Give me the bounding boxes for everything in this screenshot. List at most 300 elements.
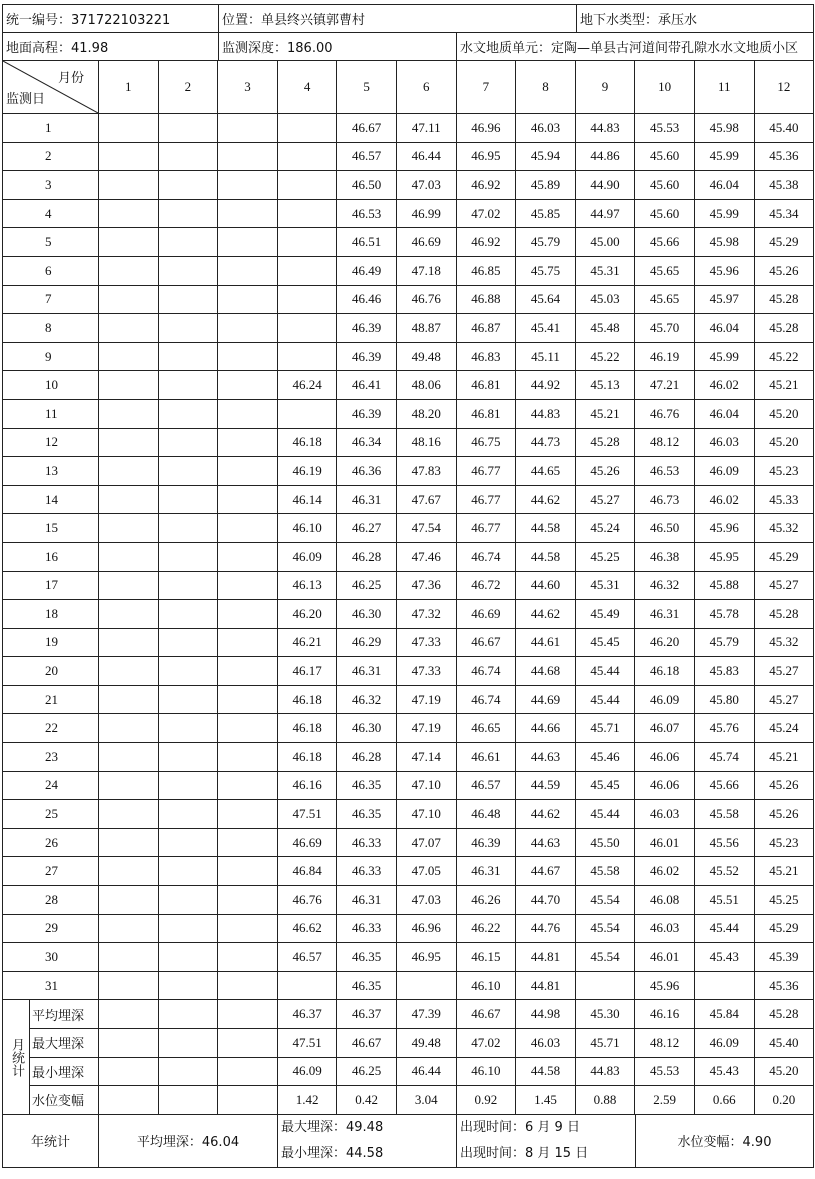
annual-max-time: 出现时间：6 月 9 日 xyxy=(460,1119,580,1135)
value-cell xyxy=(277,314,337,343)
value-cell: 46.48 xyxy=(456,800,516,829)
value-cell xyxy=(158,914,218,943)
value-cell xyxy=(218,285,278,314)
stats-value: 46.09 xyxy=(277,1057,337,1086)
value-cell: 45.75 xyxy=(516,256,576,285)
day-cell: 5 xyxy=(3,228,99,257)
table-row xyxy=(3,542,814,571)
value-cell: 49.48 xyxy=(396,342,456,371)
stats-value xyxy=(158,1057,218,1086)
value-cell: 45.66 xyxy=(694,771,754,800)
value-cell: 46.18 xyxy=(277,685,337,714)
value-cell: 47.33 xyxy=(396,628,456,657)
stats-value: 1.42 xyxy=(277,1086,337,1115)
value-cell: 46.07 xyxy=(635,714,695,743)
value-cell xyxy=(99,142,159,171)
value-cell: 46.38 xyxy=(635,542,695,571)
value-cell: 46.49 xyxy=(337,256,397,285)
value-cell: 46.35 xyxy=(337,771,397,800)
table-row xyxy=(3,256,814,285)
value-cell: 46.92 xyxy=(456,171,516,200)
stats-row xyxy=(3,1029,814,1058)
month-header: 9 xyxy=(575,61,635,114)
stats-label: 最小埋深 xyxy=(30,1057,99,1086)
value-cell xyxy=(277,285,337,314)
day-cell: 17 xyxy=(3,571,99,600)
value-cell: 44.81 xyxy=(516,971,576,1000)
value-cell: 44.58 xyxy=(516,542,576,571)
value-cell: 45.41 xyxy=(516,314,576,343)
value-cell: 47.10 xyxy=(396,771,456,800)
value-cell xyxy=(218,256,278,285)
stats-label: 平均埋深 xyxy=(30,1000,99,1029)
value-cell: 46.65 xyxy=(456,714,516,743)
value-cell xyxy=(218,228,278,257)
value-cell xyxy=(218,114,278,143)
day-cell: 30 xyxy=(3,943,99,972)
value-cell xyxy=(99,342,159,371)
value-cell: 46.08 xyxy=(635,886,695,915)
header-table xyxy=(2,4,814,33)
value-cell: 47.14 xyxy=(396,743,456,772)
value-cell: 44.76 xyxy=(516,914,576,943)
value-cell: 45.40 xyxy=(754,114,814,143)
annual-extremes xyxy=(278,1114,457,1167)
value-cell: 45.21 xyxy=(754,743,814,772)
stats-value: 46.37 xyxy=(277,1000,337,1029)
value-cell xyxy=(99,714,159,743)
value-cell: 46.44 xyxy=(396,142,456,171)
value-cell: 46.31 xyxy=(635,600,695,629)
value-cell: 47.51 xyxy=(277,800,337,829)
value-cell: 44.81 xyxy=(516,943,576,972)
annual-table xyxy=(2,1114,814,1168)
value-cell xyxy=(158,371,218,400)
value-cell xyxy=(158,657,218,686)
value-cell: 46.04 xyxy=(694,314,754,343)
table-row xyxy=(3,886,814,915)
value-cell: 45.70 xyxy=(635,314,695,343)
day-cell: 14 xyxy=(3,485,99,514)
value-cell xyxy=(218,914,278,943)
value-cell: 46.17 xyxy=(277,657,337,686)
value-cell xyxy=(158,514,218,543)
value-cell: 45.36 xyxy=(754,142,814,171)
value-cell xyxy=(218,142,278,171)
value-cell xyxy=(694,971,754,1000)
table-row xyxy=(3,657,814,686)
value-cell xyxy=(158,114,218,143)
value-cell: 46.30 xyxy=(337,714,397,743)
value-cell xyxy=(218,743,278,772)
value-cell xyxy=(99,228,159,257)
value-cell xyxy=(218,714,278,743)
value-cell xyxy=(277,199,337,228)
value-cell: 45.60 xyxy=(635,199,695,228)
value-cell: 44.97 xyxy=(575,199,635,228)
value-cell: 46.76 xyxy=(277,886,337,915)
value-cell: 45.64 xyxy=(516,285,576,314)
value-cell xyxy=(158,285,218,314)
value-cell: 46.14 xyxy=(277,485,337,514)
value-cell xyxy=(158,171,218,200)
value-cell: 47.05 xyxy=(396,857,456,886)
value-cell: 45.27 xyxy=(754,685,814,714)
table-row xyxy=(3,314,814,343)
value-cell xyxy=(218,399,278,428)
value-cell: 46.02 xyxy=(635,857,695,886)
value-cell xyxy=(218,428,278,457)
table-row xyxy=(3,114,814,143)
value-cell: 45.23 xyxy=(754,457,814,486)
value-cell: 46.33 xyxy=(337,914,397,943)
value-cell xyxy=(99,828,159,857)
value-cell: 45.74 xyxy=(694,743,754,772)
value-cell: 47.19 xyxy=(396,714,456,743)
day-cell: 18 xyxy=(3,600,99,629)
value-cell: 44.90 xyxy=(575,171,635,200)
stats-value: 47.02 xyxy=(456,1029,516,1058)
value-cell: 44.70 xyxy=(516,886,576,915)
corner-header xyxy=(3,61,99,114)
annual-times xyxy=(457,1114,636,1167)
stats-value xyxy=(218,1057,278,1086)
value-cell: 44.58 xyxy=(516,514,576,543)
value-cell: 46.35 xyxy=(337,943,397,972)
value-cell: 46.77 xyxy=(456,514,516,543)
day-cell: 8 xyxy=(3,314,99,343)
location: 位置：单县终兴镇郭曹村 xyxy=(219,5,577,33)
annual-min-time: 出现时间：8 月 15 日 xyxy=(460,1145,589,1161)
stats-value xyxy=(158,1000,218,1029)
stats-value xyxy=(218,1000,278,1029)
value-cell: 46.74 xyxy=(456,657,516,686)
value-cell: 45.24 xyxy=(575,514,635,543)
value-cell xyxy=(99,399,159,428)
value-cell: 44.60 xyxy=(516,571,576,600)
value-cell: 45.96 xyxy=(694,514,754,543)
stats-value: 46.09 xyxy=(694,1029,754,1058)
table-row xyxy=(3,571,814,600)
value-cell: 45.76 xyxy=(694,714,754,743)
day-cell: 28 xyxy=(3,886,99,915)
value-cell: 46.16 xyxy=(277,771,337,800)
value-cell xyxy=(158,971,218,1000)
value-cell: 46.84 xyxy=(277,857,337,886)
table-row xyxy=(3,628,814,657)
day-cell: 11 xyxy=(3,399,99,428)
day-cell: 15 xyxy=(3,514,99,543)
table-row xyxy=(3,714,814,743)
table-row xyxy=(3,685,814,714)
month-header: 5 xyxy=(337,61,397,114)
value-cell: 45.96 xyxy=(635,971,695,1000)
value-cell: 46.02 xyxy=(694,485,754,514)
month-header: 6 xyxy=(396,61,456,114)
value-cell: 45.98 xyxy=(694,114,754,143)
table-row xyxy=(3,142,814,171)
value-cell: 45.21 xyxy=(575,399,635,428)
day-cell: 10 xyxy=(3,371,99,400)
value-cell: 45.25 xyxy=(754,886,814,915)
value-cell: 44.63 xyxy=(516,828,576,857)
value-cell xyxy=(218,485,278,514)
table-row xyxy=(3,600,814,629)
value-cell: 46.03 xyxy=(635,800,695,829)
value-cell: 45.94 xyxy=(516,142,576,171)
value-cell: 45.58 xyxy=(694,800,754,829)
day-cell: 4 xyxy=(3,199,99,228)
value-cell: 46.09 xyxy=(277,542,337,571)
value-cell: 45.29 xyxy=(754,542,814,571)
value-cell xyxy=(277,971,337,1000)
value-cell: 44.65 xyxy=(516,457,576,486)
value-cell: 46.75 xyxy=(456,428,516,457)
stats-value: 2.59 xyxy=(635,1086,695,1115)
value-cell: 46.03 xyxy=(635,914,695,943)
day-cell: 1 xyxy=(3,114,99,143)
value-cell: 46.73 xyxy=(635,485,695,514)
table-row xyxy=(3,171,814,200)
stats-value: 46.25 xyxy=(337,1057,397,1086)
value-cell: 46.32 xyxy=(337,685,397,714)
ground-elevation: 地面高程：41.98 xyxy=(3,33,219,61)
value-cell: 45.56 xyxy=(694,828,754,857)
value-cell: 45.44 xyxy=(694,914,754,943)
corner-day-label: 监测日 xyxy=(6,92,46,107)
day-cell: 22 xyxy=(3,714,99,743)
value-cell: 46.96 xyxy=(456,114,516,143)
value-cell: 46.83 xyxy=(456,342,516,371)
value-cell: 46.96 xyxy=(396,914,456,943)
value-cell xyxy=(99,428,159,457)
value-cell xyxy=(158,428,218,457)
value-cell xyxy=(218,571,278,600)
day-cell: 6 xyxy=(3,256,99,285)
value-cell: 46.50 xyxy=(337,171,397,200)
value-cell: 44.86 xyxy=(575,142,635,171)
value-cell xyxy=(99,771,159,800)
day-cell: 29 xyxy=(3,914,99,943)
table-row xyxy=(3,399,814,428)
stats-value: 45.20 xyxy=(754,1057,814,1086)
value-cell xyxy=(277,399,337,428)
value-cell xyxy=(218,199,278,228)
value-cell: 46.87 xyxy=(456,314,516,343)
month-header: 10 xyxy=(635,61,695,114)
day-cell: 20 xyxy=(3,657,99,686)
value-cell: 45.22 xyxy=(575,342,635,371)
table-row xyxy=(3,828,814,857)
value-cell: 45.65 xyxy=(635,256,695,285)
value-cell: 45.88 xyxy=(694,571,754,600)
table-row xyxy=(3,228,814,257)
value-cell: 47.32 xyxy=(396,600,456,629)
month-header: 11 xyxy=(694,61,754,114)
value-cell: 45.21 xyxy=(754,371,814,400)
value-cell: 45.52 xyxy=(694,857,754,886)
value-cell: 46.20 xyxy=(277,600,337,629)
value-cell xyxy=(218,685,278,714)
value-cell: 45.28 xyxy=(575,428,635,457)
value-cell xyxy=(158,399,218,428)
day-cell: 25 xyxy=(3,800,99,829)
value-cell: 45.39 xyxy=(754,943,814,972)
value-cell xyxy=(158,142,218,171)
value-cell xyxy=(218,171,278,200)
value-cell: 46.19 xyxy=(277,457,337,486)
value-cell: 45.27 xyxy=(754,657,814,686)
value-cell: 46.04 xyxy=(694,171,754,200)
value-cell: 46.85 xyxy=(456,256,516,285)
annual-max: 最大埋深：49.48 xyxy=(281,1119,384,1135)
value-cell: 46.76 xyxy=(396,285,456,314)
value-cell: 45.48 xyxy=(575,314,635,343)
value-cell: 46.30 xyxy=(337,600,397,629)
value-cell xyxy=(218,771,278,800)
value-cell: 46.57 xyxy=(337,142,397,171)
stats-value xyxy=(99,1057,159,1086)
value-cell: 46.67 xyxy=(337,114,397,143)
value-cell: 46.22 xyxy=(456,914,516,943)
value-cell: 46.31 xyxy=(337,657,397,686)
value-cell: 46.31 xyxy=(337,886,397,915)
value-cell: 45.49 xyxy=(575,600,635,629)
value-cell: 46.18 xyxy=(277,743,337,772)
value-cell: 45.11 xyxy=(516,342,576,371)
stats-value xyxy=(99,1000,159,1029)
value-cell xyxy=(158,857,218,886)
value-cell xyxy=(277,114,337,143)
table-row xyxy=(3,743,814,772)
value-cell: 46.69 xyxy=(396,228,456,257)
value-cell: 45.99 xyxy=(694,199,754,228)
stats-value: 0.92 xyxy=(456,1086,516,1115)
value-cell: 48.16 xyxy=(396,428,456,457)
value-cell: 46.62 xyxy=(277,914,337,943)
value-cell: 46.33 xyxy=(337,857,397,886)
groundwater-type: 地下水类型：承压水 xyxy=(577,5,814,33)
value-cell: 45.36 xyxy=(754,971,814,1000)
stats-value: 44.98 xyxy=(516,1000,576,1029)
stats-value: 46.37 xyxy=(337,1000,397,1029)
value-cell xyxy=(99,199,159,228)
value-cell: 45.99 xyxy=(694,342,754,371)
value-cell xyxy=(277,171,337,200)
table-row xyxy=(3,514,814,543)
value-cell xyxy=(158,685,218,714)
value-cell: 45.60 xyxy=(635,142,695,171)
monthly-stats-label: 月统计 xyxy=(3,1000,30,1114)
month-header: 7 xyxy=(456,61,516,114)
value-cell: 46.69 xyxy=(456,600,516,629)
value-cell xyxy=(99,914,159,943)
value-cell: 47.36 xyxy=(396,571,456,600)
day-cell: 23 xyxy=(3,743,99,772)
value-cell: 46.29 xyxy=(337,628,397,657)
value-cell: 46.03 xyxy=(516,114,576,143)
table-row xyxy=(3,971,814,1000)
value-cell: 45.85 xyxy=(516,199,576,228)
value-cell xyxy=(99,743,159,772)
value-cell: 46.61 xyxy=(456,743,516,772)
value-cell: 46.57 xyxy=(277,943,337,972)
value-cell xyxy=(99,485,159,514)
stats-value: 0.42 xyxy=(337,1086,397,1115)
stats-value: 0.88 xyxy=(575,1086,635,1115)
value-cell xyxy=(99,600,159,629)
stats-value: 45.53 xyxy=(635,1057,695,1086)
value-cell xyxy=(158,199,218,228)
value-cell xyxy=(99,971,159,1000)
value-cell: 45.45 xyxy=(575,771,635,800)
value-cell: 45.23 xyxy=(754,828,814,857)
value-cell: 46.06 xyxy=(635,771,695,800)
value-cell: 45.98 xyxy=(694,228,754,257)
value-cell: 45.96 xyxy=(694,256,754,285)
value-cell: 46.18 xyxy=(277,428,337,457)
table-row xyxy=(3,857,814,886)
value-cell xyxy=(396,971,456,1000)
value-cell: 46.04 xyxy=(694,399,754,428)
value-cell: 47.03 xyxy=(396,886,456,915)
value-cell xyxy=(158,485,218,514)
value-cell xyxy=(158,342,218,371)
value-cell xyxy=(158,886,218,915)
stats-value xyxy=(99,1029,159,1058)
stats-value: 45.84 xyxy=(694,1000,754,1029)
value-cell: 46.32 xyxy=(635,571,695,600)
value-cell: 45.28 xyxy=(754,285,814,314)
stats-value xyxy=(158,1086,218,1115)
value-cell xyxy=(158,828,218,857)
value-cell: 47.46 xyxy=(396,542,456,571)
value-cell: 46.31 xyxy=(456,857,516,886)
value-cell: 45.03 xyxy=(575,285,635,314)
value-cell: 47.83 xyxy=(396,457,456,486)
value-cell xyxy=(218,971,278,1000)
value-cell: 45.95 xyxy=(694,542,754,571)
stats-value xyxy=(158,1029,218,1058)
value-cell: 44.68 xyxy=(516,657,576,686)
value-cell: 46.27 xyxy=(337,514,397,543)
table-row xyxy=(3,485,814,514)
value-cell xyxy=(99,685,159,714)
stats-value: 47.39 xyxy=(396,1000,456,1029)
month-header: 3 xyxy=(218,61,278,114)
value-cell: 45.44 xyxy=(575,657,635,686)
value-cell xyxy=(99,800,159,829)
value-cell: 44.62 xyxy=(516,600,576,629)
stats-value: 49.48 xyxy=(396,1029,456,1058)
value-cell: 45.51 xyxy=(694,886,754,915)
value-cell: 46.77 xyxy=(456,485,516,514)
value-cell: 46.01 xyxy=(635,943,695,972)
value-cell: 44.62 xyxy=(516,800,576,829)
value-cell xyxy=(218,371,278,400)
value-cell: 47.02 xyxy=(456,199,516,228)
value-cell: 46.95 xyxy=(396,943,456,972)
value-cell: 46.67 xyxy=(456,628,516,657)
value-cell: 47.21 xyxy=(635,371,695,400)
value-cell: 45.83 xyxy=(694,657,754,686)
value-cell: 47.10 xyxy=(396,800,456,829)
value-cell: 45.54 xyxy=(575,886,635,915)
value-cell: 46.09 xyxy=(635,685,695,714)
stats-value: 45.40 xyxy=(754,1029,814,1058)
value-cell: 46.03 xyxy=(694,428,754,457)
value-cell xyxy=(158,714,218,743)
